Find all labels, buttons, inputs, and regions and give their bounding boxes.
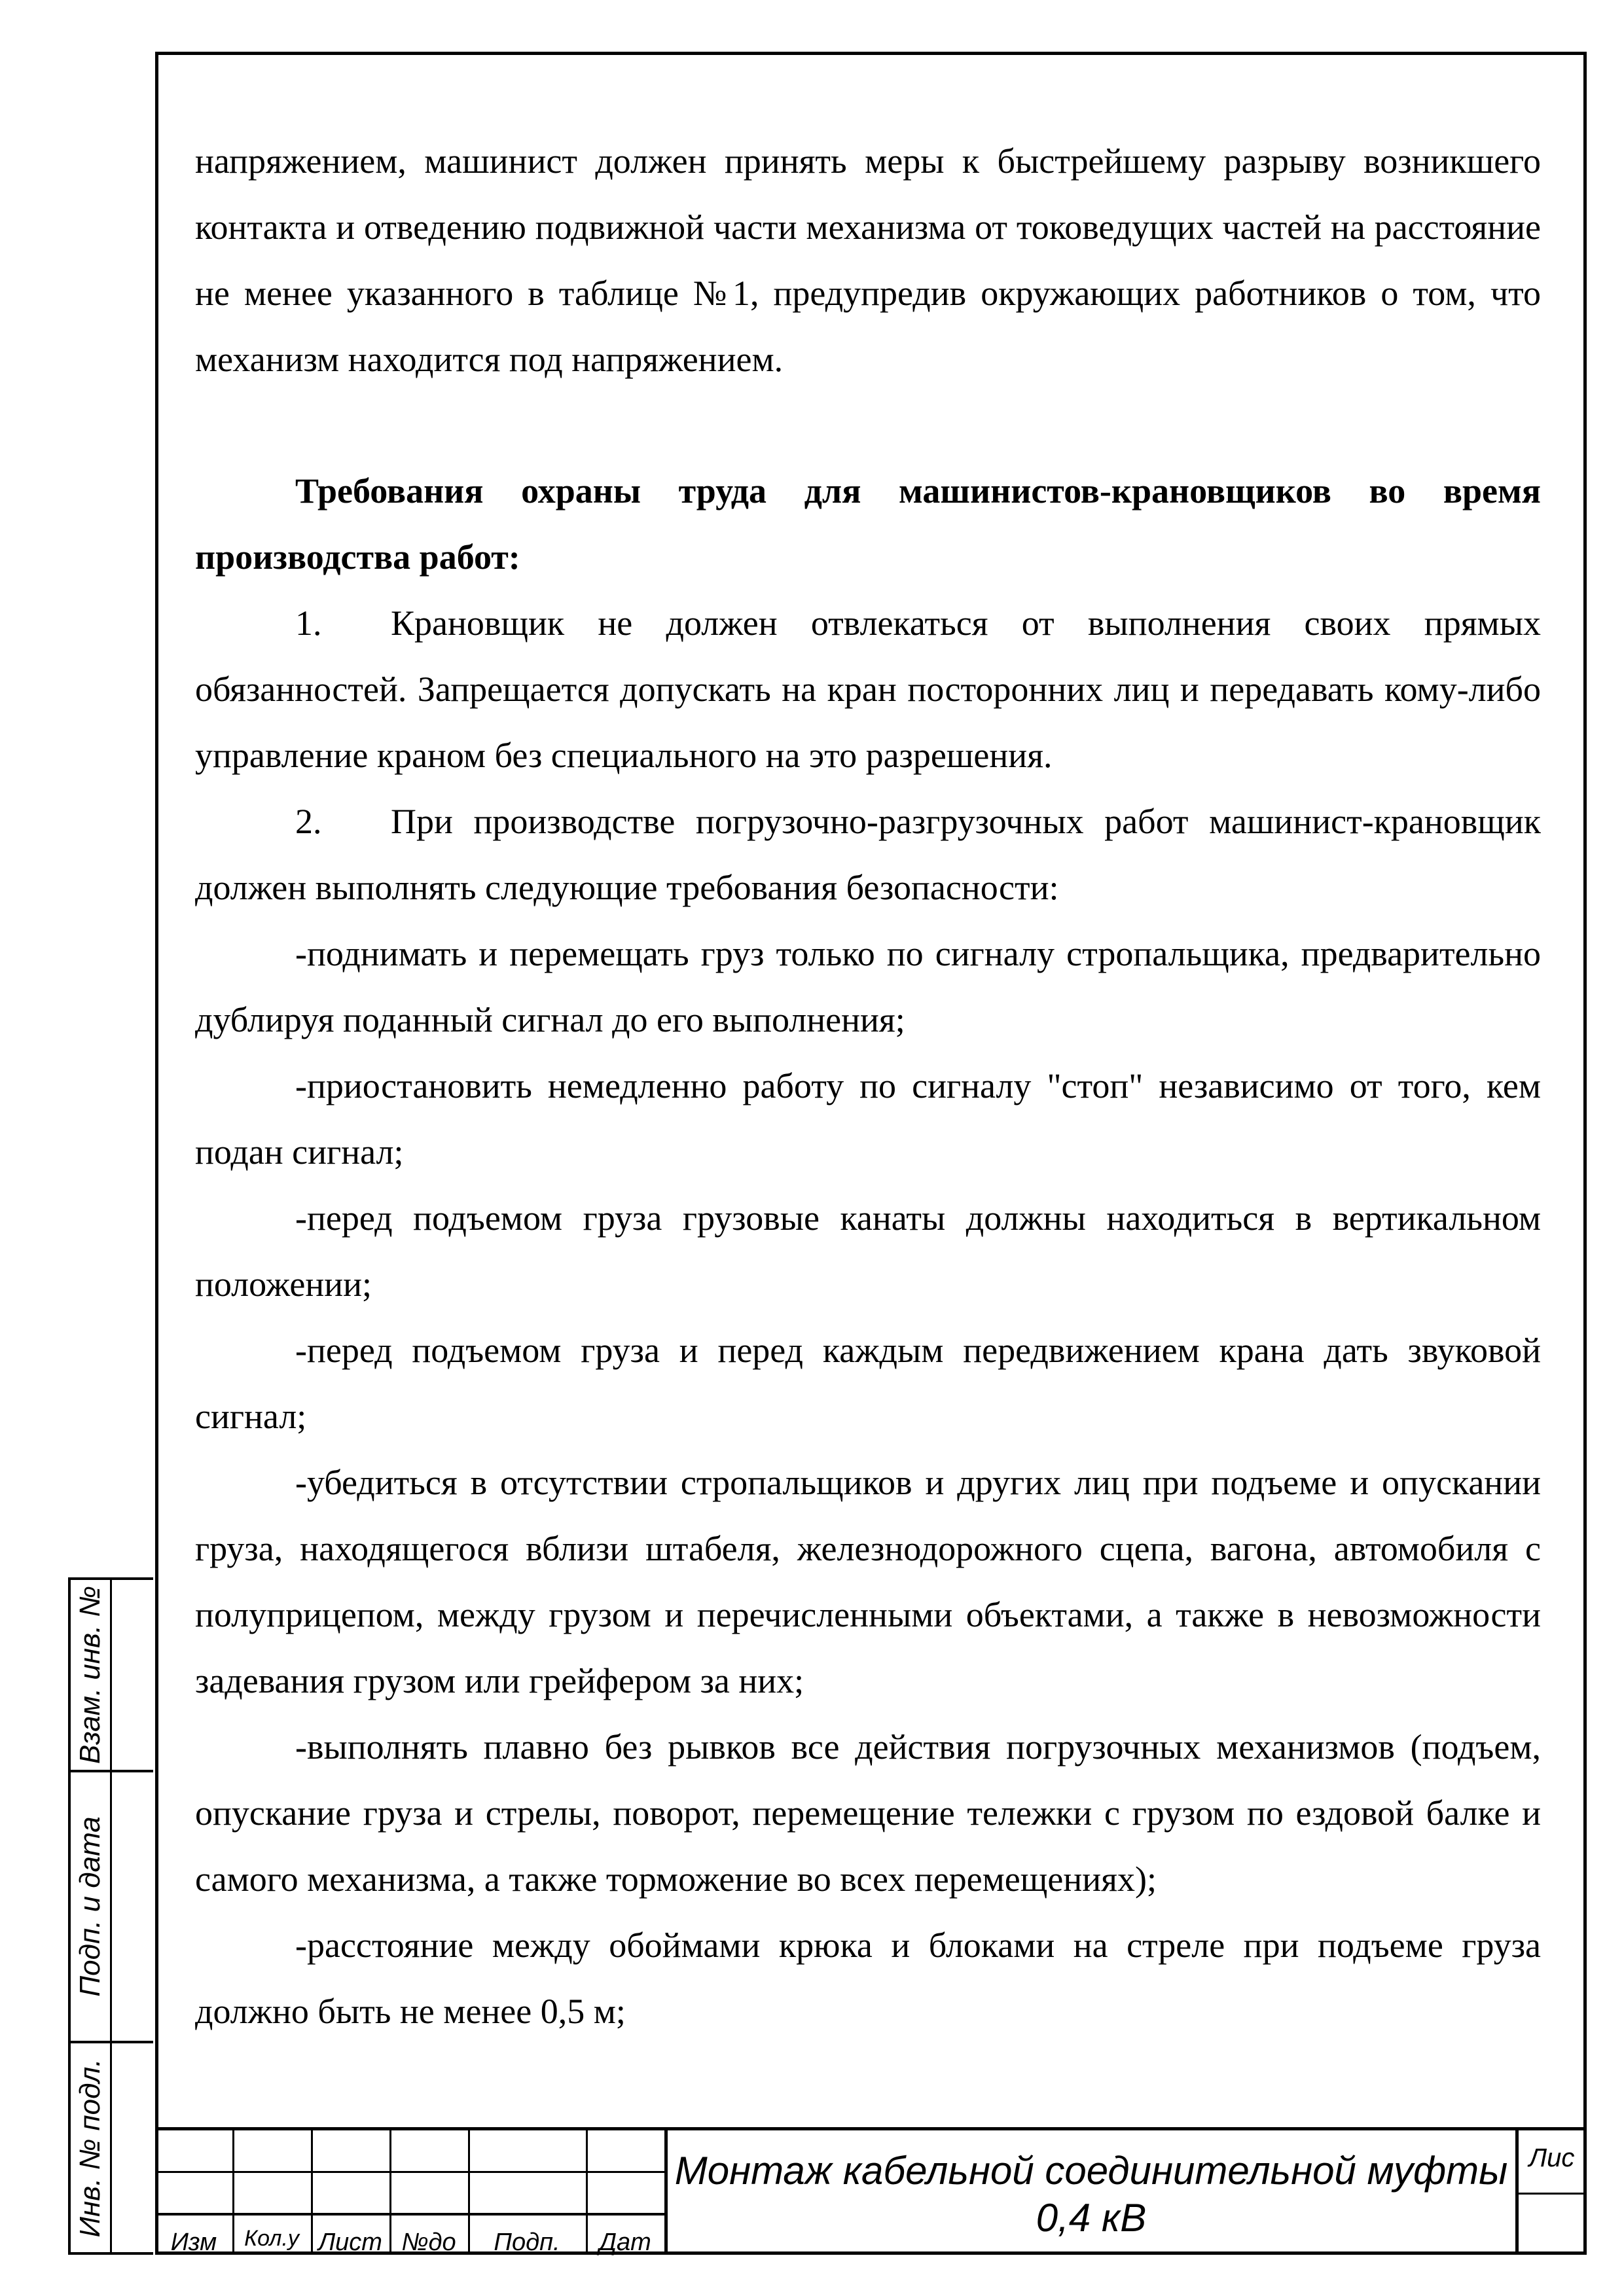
stamp-label-dat: Дат: [599, 2229, 651, 2256]
side-label-cell: [71, 2043, 112, 2252]
stamp-label-ndo: №до: [401, 2229, 456, 2256]
side-label-podp: Подп. и дата: [74, 1816, 106, 1997]
side-label-vzam: Взам. инв. №: [74, 1585, 106, 1765]
requirement-item: -убедиться в отсутствии стропальщиков и других лиц при подъеме и опускании груза, находящегося вблизи штабеля, железнодорожного сцепа, вагона, автомобиля с полуприцепом, между грузом и перечисленными объектами, а также в невозможности задевания грузом или грейфером за них;: [195, 1463, 1541, 1700]
stamp-row-line: [1515, 2193, 1587, 2195]
stamp-row-line: [155, 2171, 664, 2173]
list-item-2: [195, 789, 1541, 921]
side-label-cell: [71, 1772, 112, 2041]
stamp-label-podp: Подп.: [494, 2229, 560, 2256]
requirement-item: -поднимать и перемещать груз только по сигналу стропальщика, предварительно дублируя поданный сигнал до его выполнения;: [195, 934, 1541, 1039]
list-item-1-text: Крановщик не должен отвлекаться от выполнения своих прямых обязанностей. Запрещается допускать на кран посторонних лиц и передавать кому-либо управление краном без специального на это разрешения.: [195, 603, 1541, 775]
list-item-1: [195, 590, 1541, 789]
document-title: [666, 2130, 1517, 2258]
stamp-label-kolu: Кол.у: [244, 2226, 299, 2251]
requirement-item: -расстояние между обоймами крюка и блоками на стреле при подъеме груза должно быть не менее 0,5 м;: [195, 1926, 1541, 2031]
section-heading: Требования охраны труда для машинистов-крановщиков во время производства работ:: [195, 471, 1541, 577]
side-cell-vzam: [68, 1577, 153, 1772]
spacer: [195, 393, 1541, 458]
title-block: [155, 2127, 1587, 2255]
stamp-row-line: [155, 2213, 664, 2215]
side-cell-podp: [68, 1770, 153, 2043]
stamp-label-list: Лист: [318, 2229, 382, 2256]
list-item-2-text: При производстве погрузочно-разгрузочных работ машинист-крановщик должен выполнять следующие требования безопасности:: [195, 802, 1541, 907]
requirement-item: -перед подъемом груза и перед каждым передвижением крана дать звуковой сигнал;: [195, 1331, 1541, 1436]
requirement-item: -выполнять плавно без рывков все действия погрузочных механизмов (подъем, опускание груза и стрелы, поворот, перемещение тележки с грузом по ездовой балке и самого механизма, а также торможение во всех перемещениях);: [195, 1727, 1541, 1899]
paragraph-continuation: напряжением, машинист должен принять меры к быстрейшему разрыву возникшего контакта и отведению подвижной части механизма от токоведущих частей на расстояние не менее указанного в таблице №1, предупредив окружающих работников о том, что механизм находится под напряжением.: [195, 141, 1541, 379]
side-cell-inv: [68, 2041, 153, 2255]
requirement-item: -приостановить немедленно работу по сигналу "стоп" независимо от того, кем подан сигнал;: [195, 1066, 1541, 1172]
list-item-2-number: 2.: [295, 802, 322, 841]
document-title-line2: 0,4 кВ: [1036, 2195, 1147, 2240]
sheet-label: Лис: [1528, 2144, 1575, 2172]
list-item-1-number: 1.: [295, 603, 322, 643]
side-label-inv: Инв. № подл.: [74, 2058, 106, 2238]
stamp-label-izm: Изм: [170, 2229, 217, 2256]
side-label-cell: [71, 1580, 112, 1770]
requirement-item: -перед подъемом груза грузовые канаты должны находиться в вертикальном положении;: [195, 1198, 1541, 1304]
document-body: [195, 128, 1541, 2045]
document-title-line1: Монтаж кабельной соединительной муфты: [674, 2148, 1508, 2193]
